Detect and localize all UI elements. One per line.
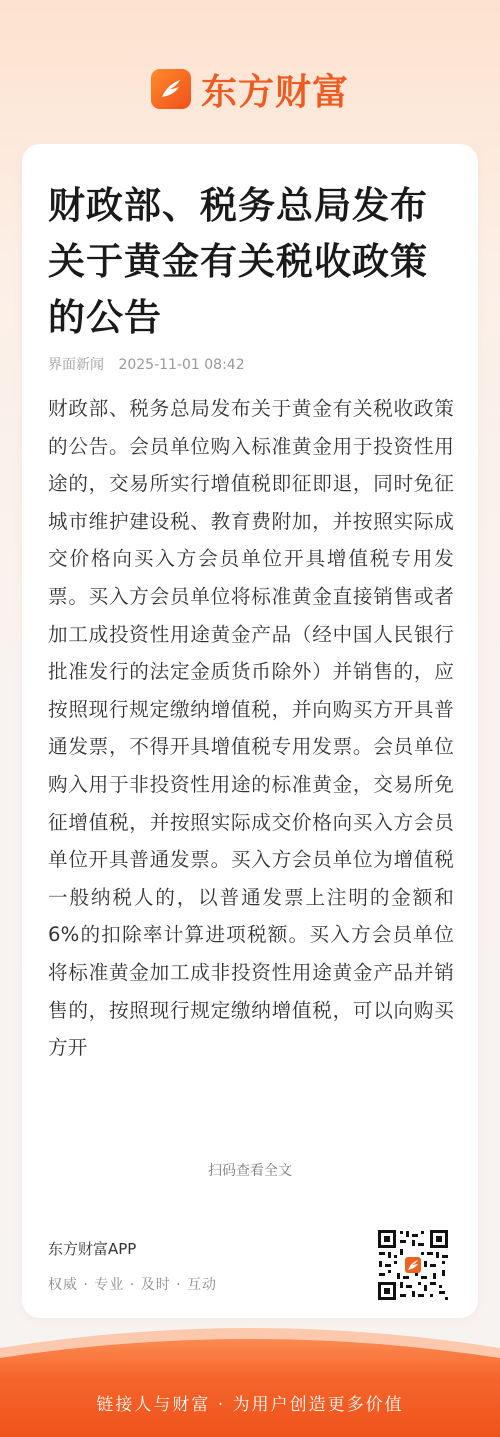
article-card <box>22 144 478 1318</box>
app-tagline: 权威 · 专业 · 及时 · 互动 <box>48 1277 218 1293</box>
app-name: 东方财富APP <box>48 1240 137 1258</box>
brand-name: 东方财富 <box>200 71 349 113</box>
footer-wave-background <box>0 1318 500 1437</box>
article-datetime: 2025-11-01 08:42 <box>118 357 245 373</box>
dongfang-caifu-logo-icon <box>151 69 191 109</box>
footer-banner <box>0 1318 500 1437</box>
article-body-container <box>48 390 454 1160</box>
qr-code-icon[interactable] <box>376 1228 450 1302</box>
scan-to-read-full-link[interactable]: 扫码查看全文 <box>208 1163 292 1179</box>
brand-header <box>0 62 500 116</box>
article-body: 财政部、税务总局发布关于黄金有关税收政策的公告。会员单位购入标准黄金用于投资性用途的，交易所实行增值税即征即退，同时免征城市维护建设税、教育费附加，并按照实际成交价格向买入方会员单位开具增值税专用发票。买入方会员单位将标准黄金直接销售或者加工成投资性用途黄金产品（经中国人民银行批准发行的法定金质货币除外）并销售的，应按照现行规定缴纳增值税，并向购买方开具普通发票，不得开具增值税专用发票。会员单位购入用于非投资性用途的标准黄金，交易所免征增值税，并按照实际成交价格向买入方会员单位开具普通发票。买入方会员单位为增值税一般纳税人的，以普通发票上注明的金额和6%的扣除率计算进项税额。买入方会员单位将标准黄金加工成非投资性用途黄金产品并销售的，按照现行规定缴纳增值税，可以向购买方开 <box>48 397 454 1060</box>
body-fade-overlay <box>48 1102 454 1160</box>
article-source: 界面新闻 <box>48 357 104 373</box>
footer-slogan: 链接人与财富 · 为用户创造更多价值 <box>96 1395 404 1415</box>
article-title: 财政部、税务总局发布关于黄金有关税收政策的公告 <box>48 184 428 339</box>
article-meta <box>48 354 245 374</box>
